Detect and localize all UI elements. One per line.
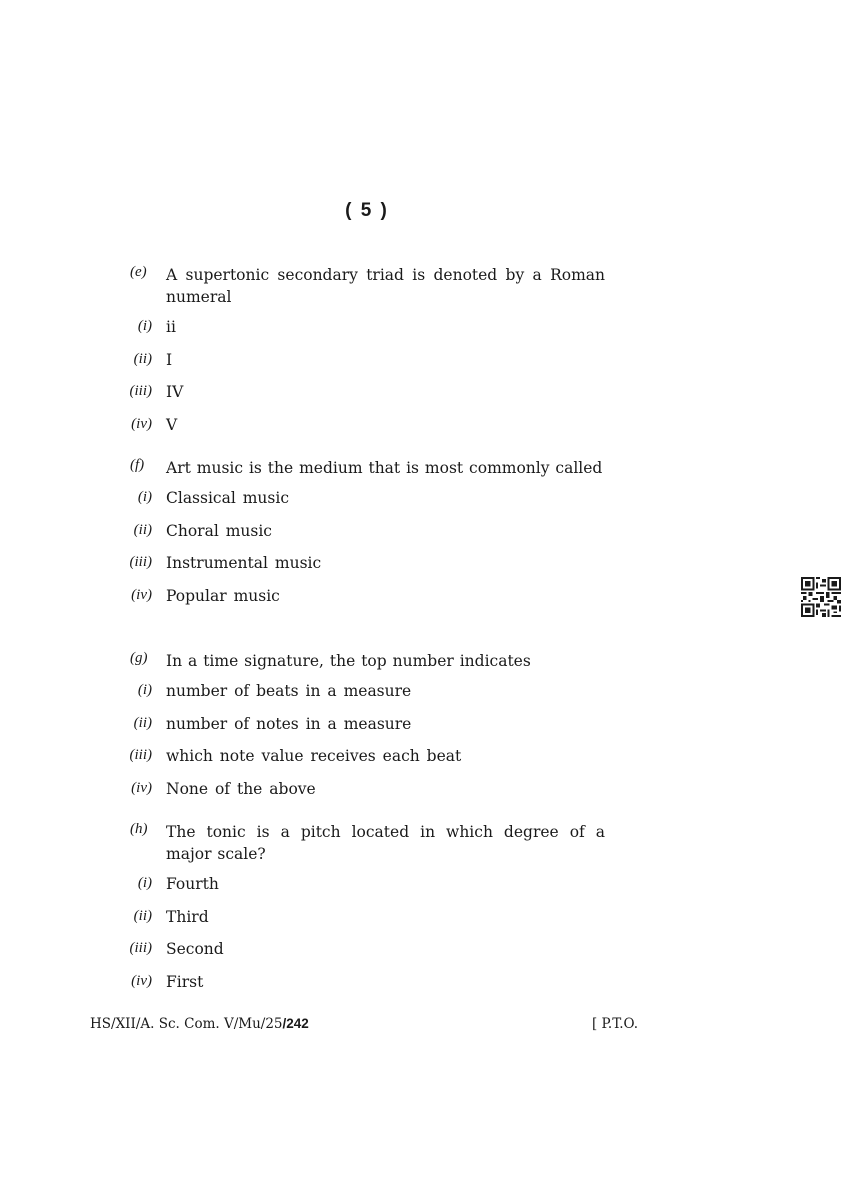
option-item <box>129 940 605 973</box>
options-list <box>129 682 605 812</box>
option-text: First <box>166 972 204 991</box>
option-text: IV <box>166 383 184 401</box>
question-text: Art music is the medium that is most commonly called <box>166 459 603 477</box>
qr-code-icon <box>801 577 841 617</box>
question-h <box>130 821 605 1005</box>
question-text: A supertonic secondary triad is denoted by a Roman numeral <box>166 266 605 306</box>
option-item <box>129 747 605 780</box>
exam-code-prefix: HS/XII/A. Sc. Com. V/Mu/25 <box>90 1016 283 1032</box>
option-label: (iii) <box>129 747 152 763</box>
question-label: (g) <box>130 650 148 666</box>
question-label: (e) <box>130 264 147 280</box>
option-text: number of notes in a measure <box>166 714 412 733</box>
option-label: (i) <box>137 682 152 698</box>
question-e <box>130 264 605 448</box>
option-label: (iii) <box>129 940 152 956</box>
option-label: (iv) <box>131 779 152 796</box>
option-item <box>133 521 605 555</box>
question-text: In a time signature, the top number indicates <box>166 652 531 670</box>
option-text: I <box>166 350 173 369</box>
option-label: (iv) <box>131 415 152 432</box>
option-text: number of beats in a measure <box>166 682 412 700</box>
option-item <box>129 383 605 416</box>
option-text: Popular music <box>166 586 280 605</box>
option-label: (i) <box>137 489 152 505</box>
option-item <box>131 415 605 449</box>
option-text: Choral music <box>166 521 272 540</box>
option-item <box>133 714 605 748</box>
option-item <box>137 489 605 522</box>
exam-code <box>90 1016 309 1032</box>
option-label: (ii) <box>133 714 152 731</box>
exam-code-number: /242 <box>282 1016 309 1031</box>
question-label: (h) <box>130 821 148 837</box>
question-g <box>130 650 605 812</box>
options-list <box>129 875 605 1005</box>
option-label: (ii) <box>133 521 152 538</box>
option-text: Second <box>166 940 224 958</box>
option-item <box>131 779 605 813</box>
option-text: Classical music <box>166 489 290 507</box>
option-text: None of the above <box>166 779 316 798</box>
option-item <box>133 907 605 941</box>
option-text: Third <box>166 907 209 926</box>
option-label: (iv) <box>131 586 152 603</box>
option-text: ii <box>166 318 176 336</box>
option-label: (iv) <box>131 972 152 989</box>
option-item <box>137 682 605 715</box>
option-text: V <box>166 415 178 434</box>
options-list <box>129 318 605 448</box>
option-item <box>131 586 605 620</box>
option-label: (i) <box>137 875 152 891</box>
question-label: (f) <box>130 457 145 473</box>
options-list <box>129 489 605 619</box>
option-text: Instrumental music <box>166 554 322 572</box>
option-item <box>133 350 605 384</box>
option-item <box>129 554 605 587</box>
pto-label: [ P.T.O. <box>592 1016 639 1032</box>
option-text: Fourth <box>166 875 219 893</box>
option-item <box>137 875 605 908</box>
option-label: (i) <box>137 318 152 334</box>
option-item <box>137 318 605 351</box>
option-text: which note value receives each beat <box>166 747 462 765</box>
option-label: (iii) <box>129 383 152 399</box>
question-text: The tonic is a pitch located in which degree of a major scale? <box>166 823 605 863</box>
page-number: ( 5 ) <box>345 200 389 221</box>
option-item <box>131 972 605 1006</box>
question-f <box>130 457 605 619</box>
option-label: (iii) <box>129 554 152 570</box>
option-label: (ii) <box>133 350 152 367</box>
option-label: (ii) <box>133 907 152 924</box>
